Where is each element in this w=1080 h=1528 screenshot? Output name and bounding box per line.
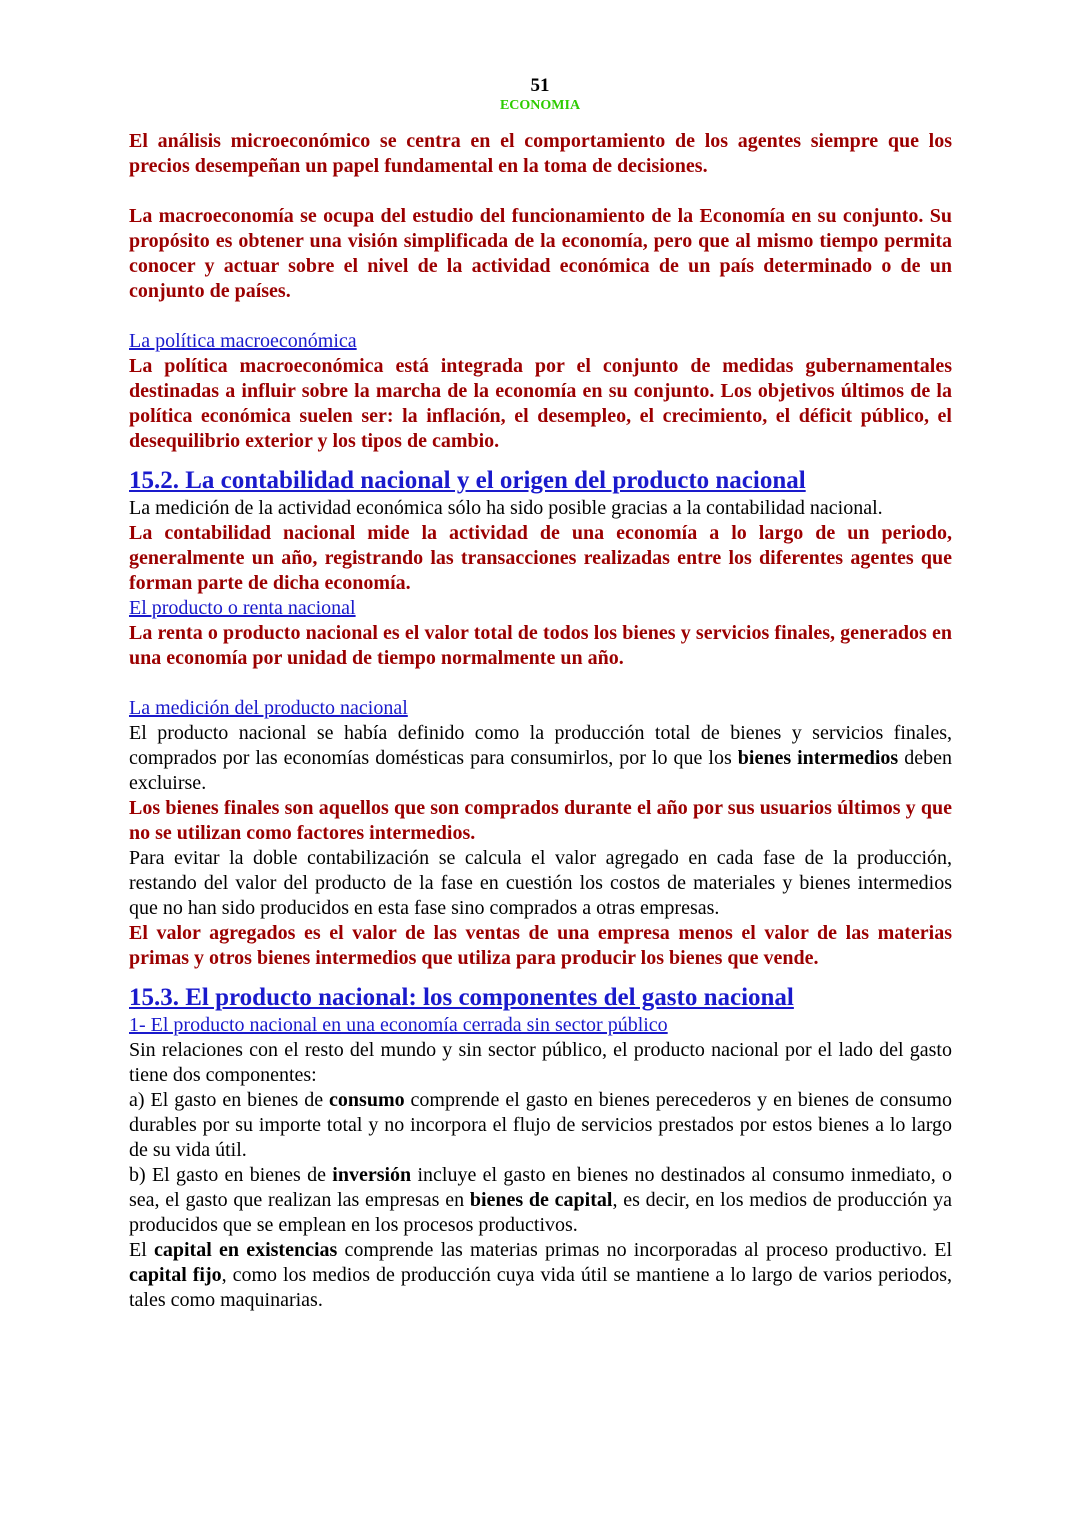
link-medicion-producto-nacional[interactable]: La medición del producto nacional: [129, 697, 408, 719]
spacer: [129, 454, 952, 466]
bold-term: consumo: [329, 1089, 405, 1111]
paragraph-capital: [129, 1238, 952, 1313]
paragraph-microeconomic: El análisis microeconómico se centra en el comportamiento de los agentes siempre que los precios desempeñan un papel fundamental en la toma de decisiones.: [129, 130, 952, 177]
text-run: El: [129, 1239, 154, 1261]
bold-term: inversión: [332, 1164, 412, 1186]
paragraph-contabilidad-intro: La medición de la actividad económica sólo ha sido posible gracias a la contabilidad nacional.: [129, 497, 883, 519]
paragraph-gasto-intro: Sin relaciones con el resto del mundo y sin sector público, el producto nacional por el lado del gasto tiene dos componentes:: [129, 1039, 952, 1086]
paragraph-item-b-inversion: [129, 1163, 952, 1238]
bold-term: bienes intermedios: [737, 747, 899, 769]
paragraph-doble-contabilizacion: Para evitar la doble contabilización se calcula el valor agregado en cada fase de la producción, restando del valor del producto de la fase en cuestión los costos de materiales y bienes intermedios que no han sido producidos en esta fase sino comprados a otras empresas.: [129, 847, 952, 919]
text-run: , es decir, en los medios de producción ya producidos que se emplean en los procesos productivos.: [129, 1189, 952, 1236]
link-producto-renta-nacional[interactable]: El producto o renta nacional: [129, 597, 356, 619]
text-run: a) El gasto en bienes de: [129, 1089, 330, 1111]
paragraph-politica: La política macroeconómica está integrada por el conjunto de medidas gubernamentales destinadas a influir sobre la marcha de la economía en su conjunto. Los objetivos últimos de la política económica suelen ser: la inflación, el desempleo, el crecimiento, el déficit público, el desequilibrio exterior y los tipos de cambio.: [129, 355, 952, 452]
paragraph-renta-nacional: La renta o producto nacional es el valor total de todos los bienes y servicios finales, generados en una economía por unidad de tiempo normalmente un año.: [129, 622, 952, 669]
bold-term: bienes de capital: [469, 1189, 613, 1211]
text-run: El producto nacional se había definido como la producción total de bienes y servicios finales, comprados por las economías domésticas para consumirlos, por lo que los: [129, 722, 952, 769]
page-number: 51: [530, 75, 550, 96]
page-content: [129, 129, 952, 1313]
text-run: deben excluirse.: [129, 747, 952, 794]
paragraph-medicion: [129, 721, 952, 796]
paragraph-valor-agregado: El valor agregados es el valor de las ventas de una empresa menos el valor de las materias primas y otros bienes intermedios que utiliza para producir los bienes que vende.: [129, 922, 952, 969]
paragraph-item-a-consumo: [129, 1088, 952, 1163]
bold-term: capital fijo: [129, 1264, 222, 1286]
running-title: ECONOMIA: [499, 98, 581, 113]
text-run: b) El gasto en bienes de: [129, 1164, 333, 1186]
page-header: [0, 74, 1080, 114]
section-heading-15-2: 15.2. La contabilidad nacional y el origen del producto nacional: [129, 467, 806, 494]
text-run: incluye el gasto en bienes no destinados al consumo inmediato, o sea, el gasto que realizan las empresas en: [129, 1164, 952, 1211]
spacer: [129, 971, 952, 983]
paragraph-bienes-finales: Los bienes finales son aquellos que son comprados durante el año por sus usuarios últimos y que no se utilizan como factores intermedios.: [129, 797, 952, 844]
spacer: [129, 671, 952, 696]
link-politica-macroeconomica[interactable]: La política macroeconómica: [129, 330, 357, 352]
text-run: comprende las materias primas no incorporadas al proceso productivo. El: [337, 1239, 953, 1261]
paragraph-contabilidad-definition: La contabilidad nacional mide la actividad de una economía a lo largo de un periodo, generalmente un año, registrando las transacciones realizadas entre los diferentes agentes que forman parte de dicha economía.: [129, 522, 952, 594]
text-run: , como los medios de producción cuya vida útil se mantiene a lo largo de varios periodos, tales como maquinarias.: [129, 1264, 953, 1311]
spacer: [129, 304, 952, 329]
paragraph-macroeconomic: La macroeconomía se ocupa del estudio del funcionamiento de la Economía en su conjunto. Su propósito es obtener una visión simplificada de la economía, pero que al mismo tiempo permita conocer y actuar sobre el nivel de la actividad económica de un país determinado o de un conjunto de países.: [129, 205, 952, 302]
section-heading-15-3: 15.3. El producto nacional: los componentes del gasto nacional: [129, 984, 794, 1011]
text-run: comprende el gasto en bienes perecederos y en bienes de consumo durables por su importe total y no incorpora el flujo de servicios prestados por estos bienes a lo largo de su vida útil.: [129, 1089, 952, 1161]
bold-term: capital en existencias: [154, 1239, 338, 1261]
spacer: [129, 179, 952, 204]
link-economia-cerrada[interactable]: 1- El producto nacional en una economía cerrada sin sector público: [129, 1014, 668, 1036]
